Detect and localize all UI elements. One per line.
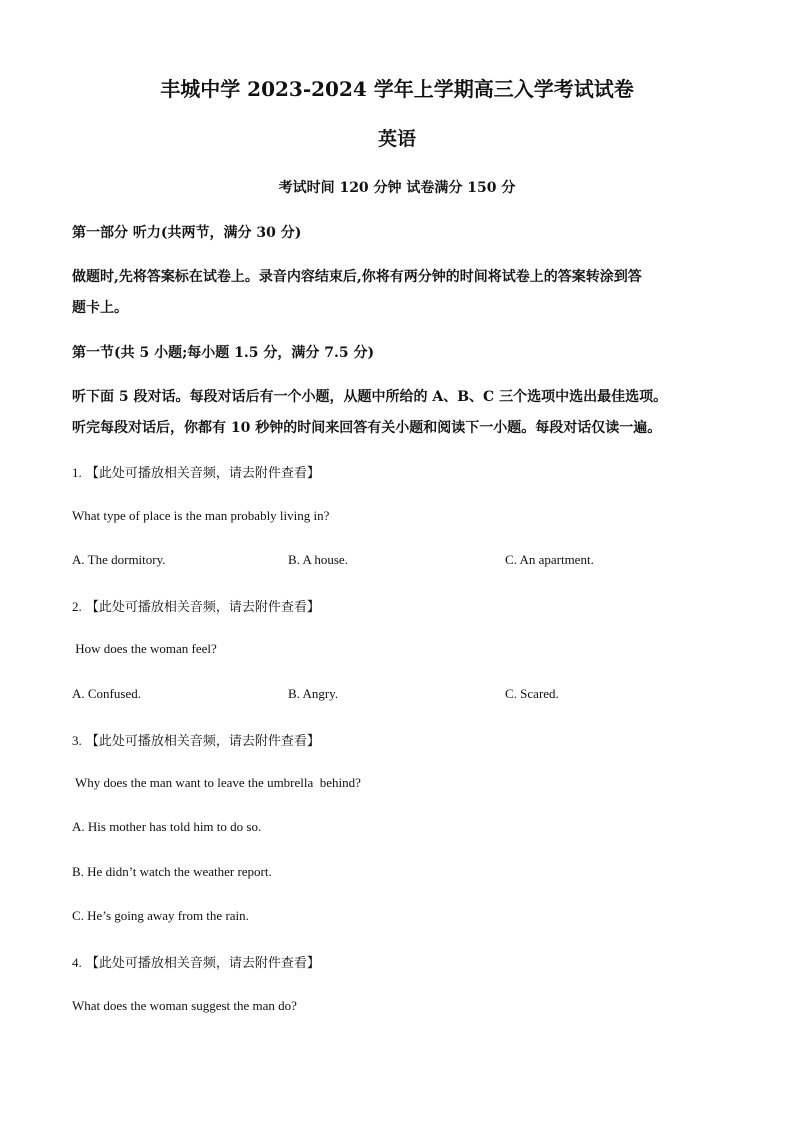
- question-1-text: What type of place is the man probably living in?: [72, 508, 330, 523]
- question-3-audio-note: 【此处可播放相关音频，请去附件查看】: [85, 734, 320, 749]
- part1-instruction-line1: 做题时,先将答案标在试卷上。录音内容结束后,你将有两分钟的时间将试卷上的答案转涂到答: [72, 269, 642, 285]
- question-2-audio-note: 【此处可播放相关音频，请去附件查看】: [85, 600, 320, 615]
- question-4-audio-note: 【此处可播放相关音频，请去附件查看】: [85, 956, 320, 971]
- question-3-option-c[interactable]: C. He’s going away from the rain.: [72, 908, 249, 923]
- question-1-option-a[interactable]: A. The dormitory.: [72, 552, 166, 567]
- question-2-option-a[interactable]: A. Confused.: [72, 686, 141, 701]
- part1-heading: 第一部分 听力(共两节，满分 30 分): [72, 225, 302, 241]
- section1-heading: 第一节(共 5 小题;每小题 1.5 分，满分 7.5 分): [72, 345, 375, 361]
- question-2-label: [72, 596, 320, 615]
- question-4-text: What does the woman suggest the man do?: [72, 998, 297, 1013]
- exam-title: 丰城中学 2023-2024 学年上学期高三入学考试试卷: [160, 77, 634, 101]
- question-1-label: [72, 462, 320, 481]
- question-4-number: 4.: [72, 955, 82, 970]
- subject-title: 英语: [377, 128, 416, 150]
- question-2-text: How does the woman feel?: [72, 641, 217, 656]
- question-4-label: [72, 952, 320, 971]
- question-1-option-c[interactable]: C. An apartment.: [505, 552, 594, 567]
- question-2-option-c[interactable]: C. Scared.: [505, 686, 559, 701]
- part1-instruction-line2: 题卡上。: [72, 300, 128, 316]
- question-2-option-b[interactable]: B. Angry.: [288, 686, 339, 701]
- question-3-label: [72, 730, 320, 749]
- question-3-text: Why does the man want to leave the umbrella behind?: [72, 775, 361, 790]
- section1-instruction-line1: 听下面 5 段对话。每段对话后有一个小题，从题中所给的 A、B、C 三个选项中选出最佳选项。: [72, 389, 668, 405]
- exam-info: 考试时间 120 分钟 试卷满分 150 分: [278, 180, 516, 196]
- question-1-number: 1.: [72, 465, 82, 480]
- question-3-option-b[interactable]: B. He didn’t watch the weather report.: [72, 864, 272, 879]
- question-3-option-a[interactable]: A. His mother has told him to do so.: [72, 819, 262, 834]
- question-1-audio-note: 【此处可播放相关音频，请去附件查看】: [85, 466, 320, 481]
- question-1-option-b[interactable]: B. A house.: [288, 552, 348, 567]
- question-2-number: 2.: [72, 599, 82, 614]
- question-3-number: 3.: [72, 733, 82, 748]
- section1-instruction-line2: 听完每段对话后，你都有 10 秒钟的时间来回答有关小题和阅读下一小题。每段对话仅读一遍。: [72, 420, 662, 436]
